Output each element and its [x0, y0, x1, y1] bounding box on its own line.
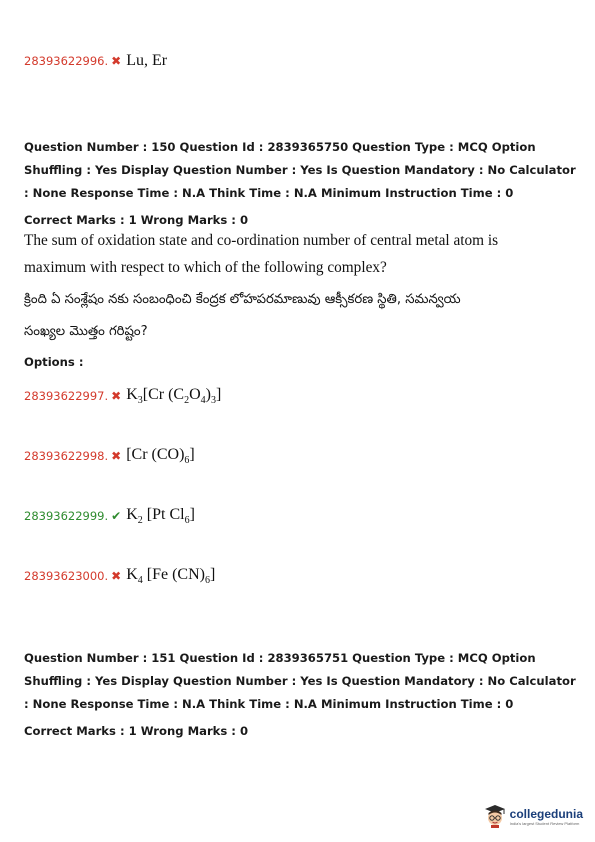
option-row — [24, 506, 195, 526]
question-150-marks: Correct Marks : 1 Wrong Marks : 0 — [24, 213, 249, 227]
option-formula: $K_2$ [Pt $Cl_6$] — [126, 506, 195, 527]
question-150-text-en-2: maximum with respect to which of the following complex? — [24, 259, 387, 276]
wrong-mark-icon: ✖ — [111, 54, 122, 68]
option-formula: $K_3[Cr$ $(C_2O_4)_3$] — [126, 386, 222, 407]
options-label: Options : — [24, 355, 84, 369]
option-id: 28393622996. — [24, 54, 109, 68]
option-row — [24, 446, 195, 466]
option-formula: $K_4$ [Fe $(CN)_6$] — [126, 566, 216, 587]
option-id: 28393622998. — [24, 449, 109, 464]
wrong-mark-icon: ✖ — [111, 569, 122, 584]
mascot-icon — [484, 804, 506, 828]
option-id: 28393622997. — [24, 389, 109, 404]
question-150-text-te-2: సంఖ్యల మొత్తం గరిష్టం? — [24, 324, 148, 339]
question-151-meta: Question Number : 151 Question Id : 2839365751 Question Type : MCQ Option Shuffling : Yes Display Question Number : Yes Is Question Mandatory : No Calculator : None Response Time : N.A Think Time : N.A Minimum Instruction Time : 0 — [24, 651, 576, 711]
logo-name: collegedunia — [509, 806, 583, 821]
option-formula: [Cr $(CO)_6$] — [126, 446, 195, 467]
logo-tagline: India's largest Student Review Platform — [509, 820, 580, 826]
option-row — [24, 566, 215, 586]
collegedunia-logo — [484, 804, 583, 828]
option-id: 28393623000. — [24, 569, 109, 584]
wrong-mark-icon: ✖ — [111, 389, 122, 404]
option-id: 28393622999. — [24, 509, 109, 524]
option-row — [24, 386, 221, 406]
option-text: Lu, Er — [126, 52, 168, 69]
question-150-text-en-1: The sum of oxidation state and co-ordination number of central metal atom is — [24, 232, 499, 249]
question-150-meta: Question Number : 150 Question Id : 2839365750 Question Type : MCQ Option Shuffling : Yes Display Question Number : Yes Is Question Mandatory : No Calculator : None Response Time : N.A Think Time : N.A Minimum Instruction Time : 0 — [24, 140, 576, 200]
wrong-mark-icon: ✖ — [111, 449, 122, 464]
question-150-text-te-1: క్రింది ఏ సంశ్లేషం నకు సంబంధించి కేంద్రక లోహపరమాణువు ఆక్సీకరణ స్థితి, సమన్వయ — [24, 292, 461, 307]
option-row-prev — [24, 52, 167, 70]
question-151-marks: Correct Marks : 1 Wrong Marks : 0 — [24, 724, 249, 738]
check-mark-icon: ✔ — [111, 509, 122, 524]
